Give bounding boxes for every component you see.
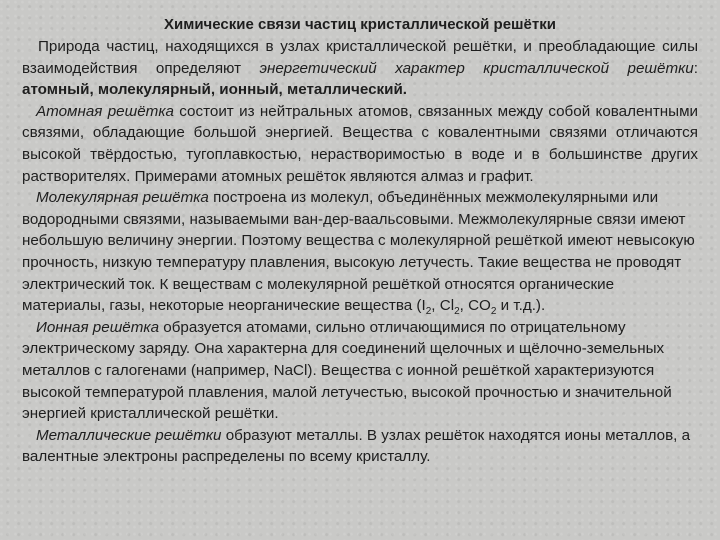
intro-italic: энергетический характер кристаллической решётки xyxy=(259,59,694,77)
atomic-text: состоит из нейтральных атомов, связанных между собой ковалентными связями, обладающие большой энергией. Вещества с ковалентными связями отличаются высокой твёрдостью, тугоплавкостью, нерастворимостью в воде и в большинстве других растворителях. Примерами атомных решёток являются алмаз и графит. xyxy=(22,102,699,185)
intro-text: Природа частиц, находящихся в узлах кристаллической решётки, и преобладающие силы взаимодействия определяют xyxy=(22,38,698,77)
document-title: Химические связи частиц кристаллической решётки xyxy=(164,16,556,33)
molecular-text: построена из молекул, объединённых межмолекулярными или водородными связями, называемыми ван-дер-ваальсовыми. Межмолекулярные связи имеют небольшую величину энергии. Поэтому вещества с молекулярной решёткой имеют невысокую прочность, низкую температуру плавления, высокую летучесть. Такие вещества не проводят электрический ток. К веществам с молекулярной решёткой относятся органические материалы, газы, некоторые неорганические вещества (I xyxy=(22,189,695,315)
intro-bold-types: атомный, молекулярный, ионный, металлический. xyxy=(22,81,408,99)
paragraph-intro xyxy=(22,36,698,101)
paragraph-ionic xyxy=(22,317,698,425)
paragraph-metallic xyxy=(22,425,698,468)
molecular-text-d: и т.д.). xyxy=(496,297,546,315)
ionic-text: образуется атомами, сильно отличающимися по отрицательному электрическому заряду. Она характерна для соединений щелочных и щёлочно-земельных металлов с галогенами (например, NaCl). Вещества с ионной решёткой характеризуются высокой температурой плавления, малой летучестью, высокой прочностью и значительной энергией кристаллической решётки. xyxy=(22,318,672,423)
molecular-sub-1: 2 xyxy=(425,306,432,318)
molecular-term: Молекулярная решётка xyxy=(36,189,209,207)
metallic-term: Металлические решётки xyxy=(36,426,222,444)
ionic-term: Ионная решётка xyxy=(36,318,160,336)
molecular-sub-3: 2 xyxy=(490,306,497,318)
intro-colon: : xyxy=(693,59,698,77)
molecular-text-b: , Cl xyxy=(431,297,455,315)
atomic-term: Атомная решётка xyxy=(36,102,174,120)
molecular-text-c: , CO xyxy=(459,297,491,315)
molecular-sub-2: 2 xyxy=(454,306,460,318)
paragraph-atomic xyxy=(22,101,698,187)
paragraph-molecular xyxy=(22,187,698,317)
metallic-text: образуют металлы. В узлах решёток находятся ионы металлов, а валентные электроны распределены по всему кристаллу. xyxy=(22,426,691,466)
